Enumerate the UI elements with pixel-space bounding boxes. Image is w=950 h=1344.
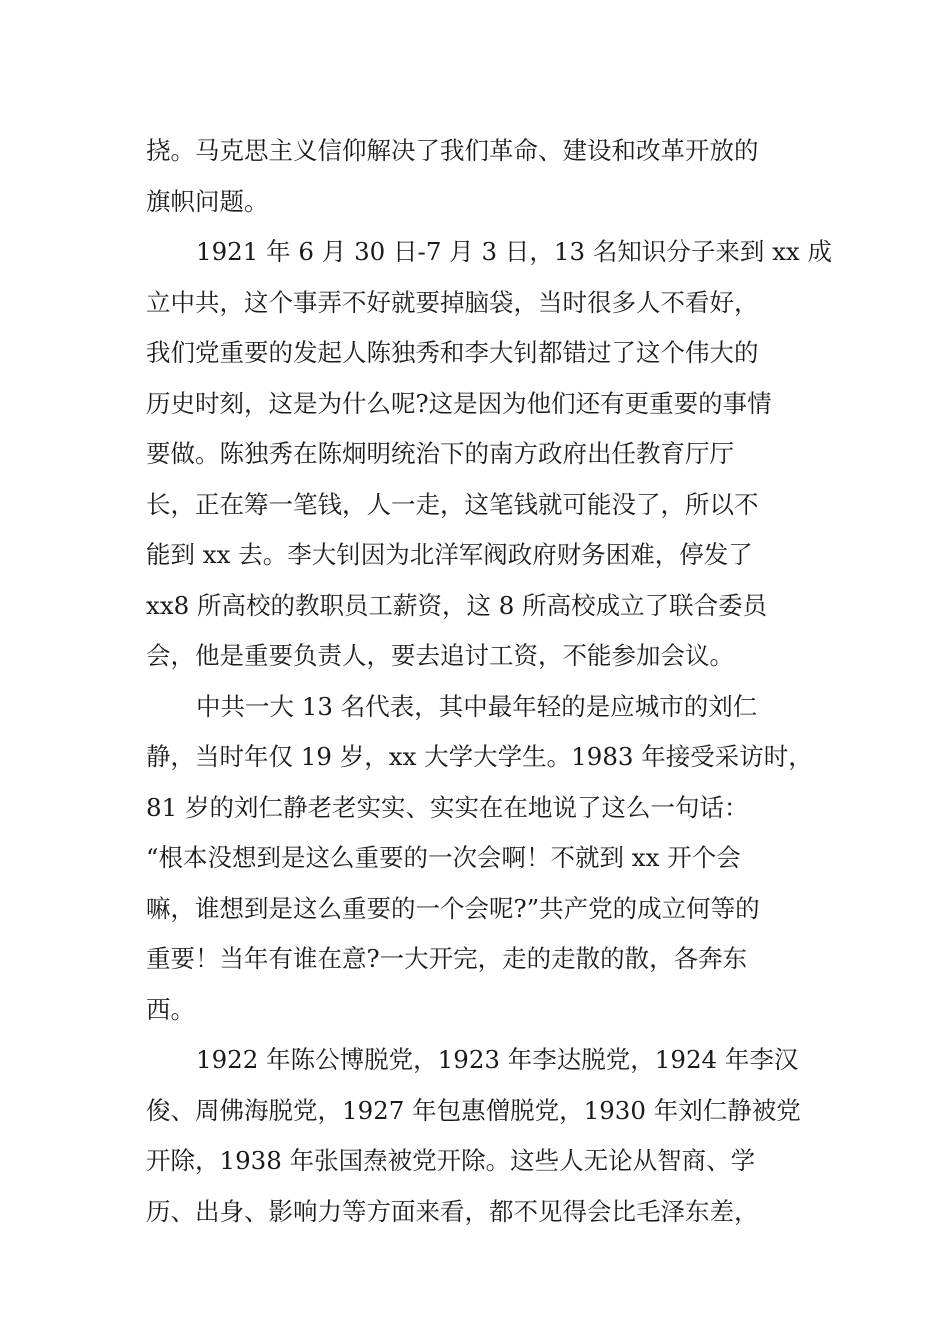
text-line: 俊、周佛海脱党，1927 年包惠僧脱党，1930 年刘仁静被党 xyxy=(146,1095,801,1125)
text-line: 开除，1938 年张国焘被党开除。这些人无论从智商、学 xyxy=(146,1146,756,1175)
text-line: 历、出身、影响力等方面来看，都不见得会比毛泽东差， xyxy=(146,1196,759,1226)
text-line: 1921 年 6 月 30 日-7 月 3 日，13 名知识分子来到 xx 成 xyxy=(196,237,833,266)
text-line: 81 岁的刘仁静老老实实、实实在在地说了这么一句话： xyxy=(146,792,749,822)
paragraph xyxy=(146,682,813,1036)
text-line: 中共一大 13 名代表，其中最年轻的是应城市的刘仁 xyxy=(196,691,758,721)
text-line: 挠。马克思主义信仰解决了我们革命、建设和改革开放的 xyxy=(146,136,759,165)
text-line: 1922 年陈公博脱党，1923 年李达脱党，1924 年李汉 xyxy=(196,1045,799,1074)
text-line: 静，当时年仅 19 岁，xx 大学大学生。1983 年接受采访时， xyxy=(146,742,813,771)
text-line: 嘛，谁想到是这么重要的一个会呢?”共产党的成立何等的 xyxy=(146,893,760,923)
text-line: 历史时刻，这是为什么呢?这是因为他们还有更重要的事情 xyxy=(146,388,772,418)
text-line: 我们党重要的发起人陈独秀和李大钊都错过了这个伟大的 xyxy=(146,338,759,367)
text-line: 重要！当年有谁在意?一大开完，走的走散的散，各奔东 xyxy=(146,944,748,973)
paragraph xyxy=(146,126,806,227)
document-body xyxy=(146,126,833,1237)
paragraph xyxy=(146,1035,806,1237)
text-line: 能到 xx 去。李大钊因为北洋军阀政府财务困难，停发了 xyxy=(146,540,753,569)
text-line: 立中共，这个事弄不好就要掉脑袋，当时很多人不看好， xyxy=(146,287,759,317)
text-line: 西。 xyxy=(146,994,195,1024)
text-line: 旗帜问题。 xyxy=(146,186,269,216)
text-line: “根本没想到是这么重要的一次会啊！不就到 xx 开个会 xyxy=(146,843,741,872)
text-line: 会，他是重要负责人，要去追讨工资，不能参加会议。 xyxy=(146,641,734,670)
paragraph xyxy=(146,227,833,682)
text-line: xx8 所高校的教职员工薪资，这 8 所高校成立了联合委员 xyxy=(146,590,768,620)
text-line: 要做。陈独秀在陈炯明统治下的南方政府出任教育厅厅 xyxy=(146,439,734,468)
text-line: 长，正在筹一笔钱，人一走，这笔钱就可能没了，所以不 xyxy=(146,489,759,519)
